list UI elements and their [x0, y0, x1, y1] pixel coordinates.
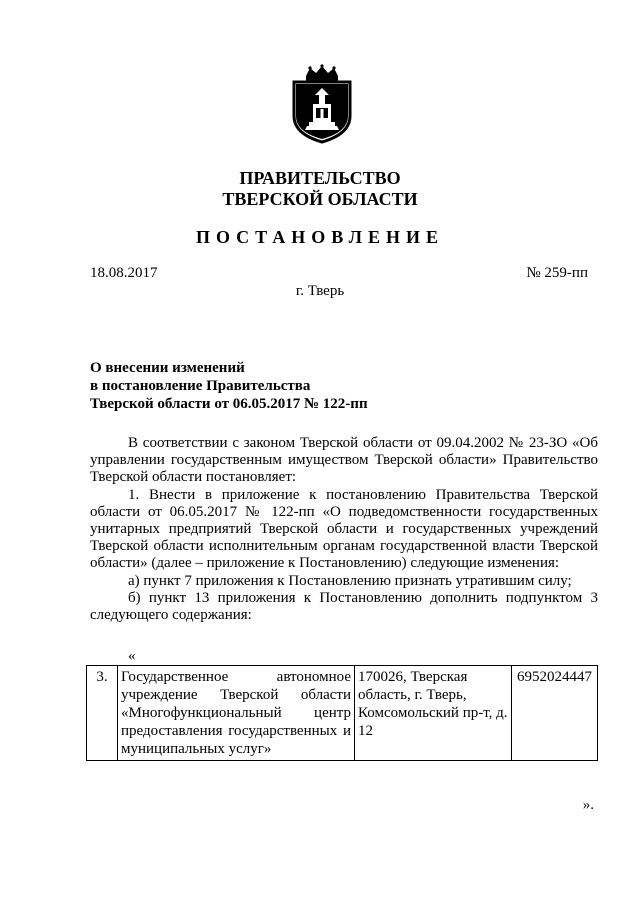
- table-cell-number: 3.: [87, 666, 118, 761]
- subject-line: в постановление Правительства: [90, 378, 311, 394]
- inserted-item-table: [86, 665, 598, 761]
- document-title: ПОСТАНОВЛЕНИЕ: [195, 227, 445, 247]
- government-name-line2: ТВЕРСКОЙ ОБЛАСТИ: [222, 189, 418, 209]
- body-paragraph: 1. Внести в приложение к постановлению Правительства Тверской области от 06.05.2017 № 122-пп «О подведомственности государственных унитарных предприятий Тверской области и государственных учреждений Тверской области исполнительным органам государственной власти Тверской области» (далее – приложение к Постановлению) следующие изменения:: [90, 486, 598, 572]
- body-paragraph: В соответствии с законом Тверской области от 09.04.2002 № 23-ЗО «Об управлении государственным имуществом Тверской области» Правительство Тверской области постановляет:: [90, 435, 598, 486]
- document-city: г. Тверь: [295, 283, 345, 299]
- table-row: [87, 666, 598, 761]
- quote-close-mark: ».: [582, 797, 594, 813]
- subject-line: Тверской области от 06.05.2017 № 122-пп: [90, 396, 368, 412]
- document-subject: [90, 359, 368, 413]
- body-paragraph: б) пункт 13 приложения к Постановлению дополнить подпунктом 3 следующего содержания:: [90, 589, 598, 624]
- document-body: [90, 435, 598, 624]
- coat-of-arms-emblem: [291, 64, 353, 144]
- table-cell-inn: 6952024447: [512, 666, 598, 761]
- subject-line: О внесении изменений: [90, 360, 245, 376]
- table-cell-address: 170026, Тверская область, г. Тверь, Комсомольский пр-т, д. 12: [355, 666, 512, 761]
- body-paragraph: а) пункт 7 приложения к Постановлению признать утратившим силу;: [128, 572, 572, 589]
- government-name-line1: ПРАВИТЕЛЬСТВО: [239, 168, 401, 188]
- document-date: 18.08.2017: [90, 265, 158, 281]
- document-number: № 259-пп: [526, 265, 588, 281]
- quote-open-mark: «: [128, 648, 136, 664]
- table-cell-institution-name: Государственное автономное учреждение Тверской области «Многофункциональный центр предоставления государственных и муниципальных услуг»: [118, 666, 355, 761]
